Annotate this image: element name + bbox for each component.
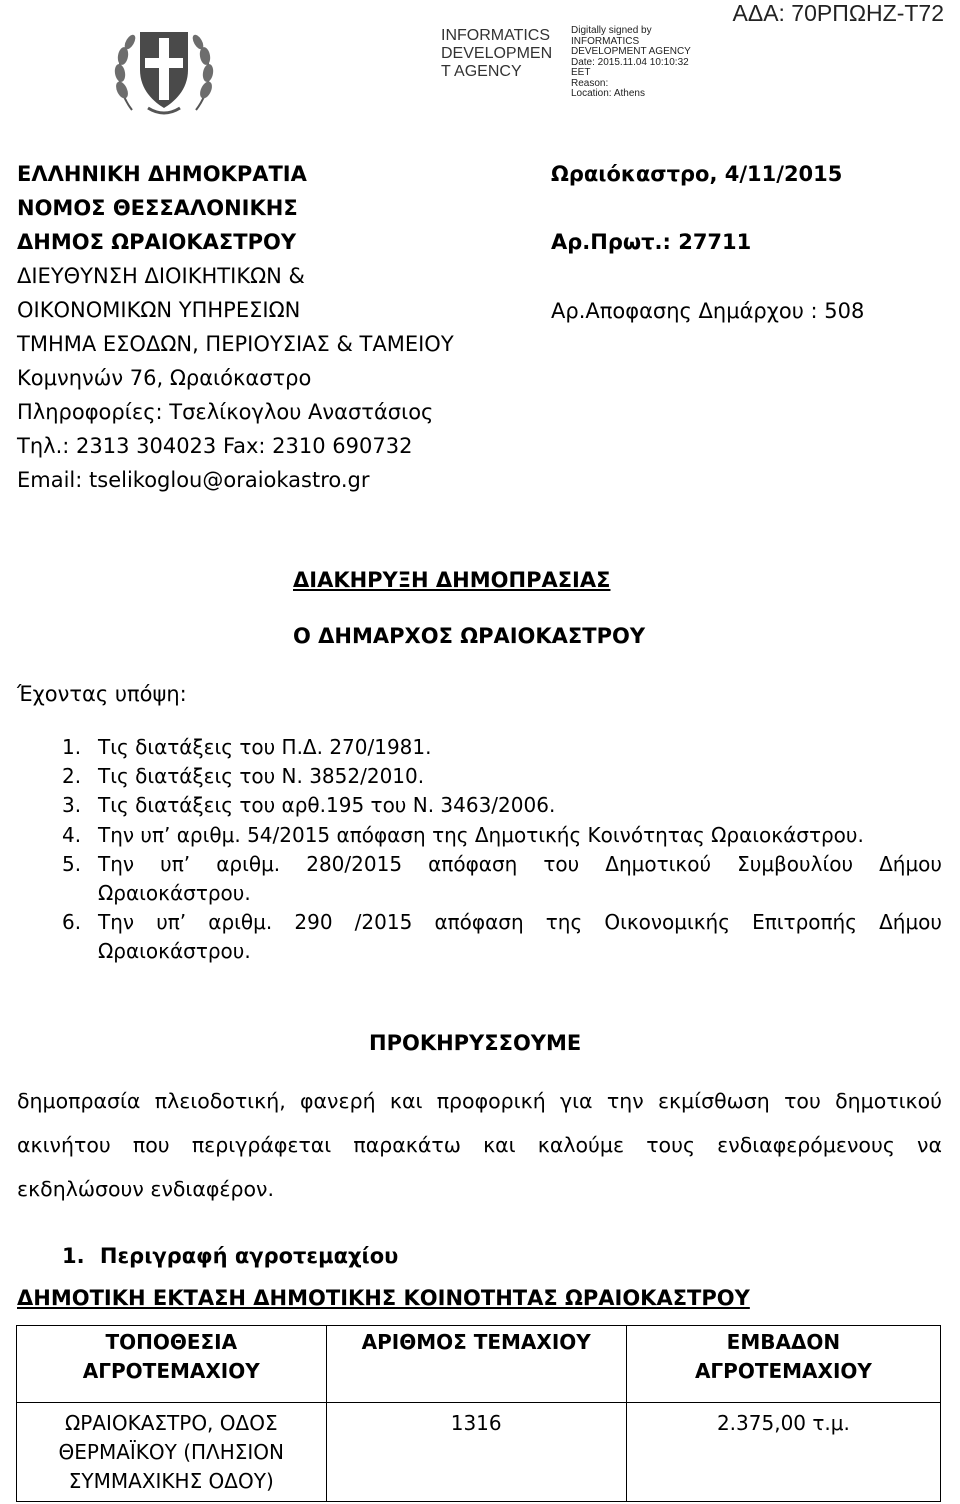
- section-heading: [62, 1239, 398, 1273]
- protocol-number: Αρ.Πρωτ.: 27711: [551, 230, 752, 254]
- signature-detail-line: EET: [571, 67, 591, 78]
- place-date: Ωραιόκαστρο, 4/11/2015: [551, 162, 843, 186]
- header-line-department: ΤΜΗΜΑ ΕΣΟΔΩΝ, ΠΕΡΙΟΥΣΙΑΣ & ΤΑΜΕΙΟΥ: [17, 332, 454, 356]
- header-line-republic: ΕΛΛΗΝΙΚΗ ΔΗΜΟΚΡΑΤΙΑ: [17, 162, 307, 186]
- announcement-paragraph: δημοπρασία πλειοδοτική, φανερή και προφορική για την εκμίσθωση του δημοτικού ακινήτου που περιγράφεται παρακάτω και καλούμε τους ενδιαφερόμενους να εκδηλώσουν ενδιαφέρον.: [17, 1089, 942, 1201]
- section-title: Περιγραφή αγροτεμαχίου: [99, 1244, 399, 1268]
- list-item-number: 4.: [62, 822, 82, 847]
- header-line-directorate: ΔΙΕΥΘΥΝΣΗ ΔΙΟΙΚΗΤΙΚΩΝ &: [17, 264, 305, 288]
- cell-area: 2.375,00 τ.μ.: [626, 1403, 940, 1502]
- header-line-address: Κομνηνών 76, Ωραιόκαστρο: [17, 366, 312, 390]
- table-title: ΔΗΜΟΤΙΚΗ ΕΚΤΑΣΗ ΔΗΜΟΤΙΚΗΣ ΚΟΙΝΟΤΗΤΑΣ ΩΡΑΙΟΚΑΣΤΡΟΥ: [17, 1286, 750, 1310]
- cell-parcel-number: 1316: [326, 1403, 626, 1502]
- header-line-municipality: ΔΗΜΟΣ ΩΡΑΙΟΚΑΣΤΡΟΥ: [17, 230, 297, 254]
- signature-detail-line: INFORMATICS: [571, 35, 640, 47]
- list-item-number: 1.: [62, 735, 82, 759]
- signature-signer: [441, 27, 552, 81]
- document-title: ΔΙΑΚΗΡΥΞΗ ΔΗΜΟΠΡΑΣΙΑΣ: [293, 568, 611, 592]
- list-item: [62, 791, 942, 820]
- list-item: [62, 850, 942, 879]
- list-item-text: Την υπ’ αριθμ. 54/2015 απόφαση της Δημοτικής Κοινότητας Ωραιοκάστρου.: [98, 822, 864, 847]
- list-item: [62, 733, 942, 762]
- header-line-email: Email: tselikoglou@oraiokastro.gr: [17, 468, 370, 492]
- ada-code: ΑΔΑ: 70ΡΠΩΗΖ-Τ72: [732, 0, 944, 26]
- header-area: ΕΜΒΑΔΟΝ ΑΓΡΟΤΕΜΑΧΙΟΥ: [626, 1326, 940, 1403]
- header-line-prefecture: ΝΟΜΟΣ ΘΕΣΣΑΛΟΝΙΚΗΣ: [17, 196, 298, 220]
- list-item: [62, 762, 942, 791]
- header-line-contact-person: Πληροφορίες: Τσελίκογλου Αναστάσιος: [17, 400, 434, 424]
- list-item-text: Την υπ’ αριθμ. 280/2015 απόφαση του Δημοτικού Συμβουλίου Δήμου: [98, 851, 942, 876]
- list-item-text: Τις διατάξεις του αρθ.195 του Ν. 3463/2006.: [98, 793, 556, 818]
- parcel-table: [16, 1325, 941, 1502]
- signature-detail-line: Reason:: [571, 77, 609, 89]
- header-line-phone-fax: Τηλ.: 2313 304023 Fax: 2310 690732: [17, 434, 413, 458]
- list-item-number: 5.: [62, 851, 82, 876]
- document-subtitle: Ο ΔΗΜΑΡΧΟΣ ΩΡΑΙΟΚΑΣΤΡΟΥ: [293, 624, 646, 648]
- proclaim-heading: ΠΡΟΚΗΡΥΣΣΟΥΜΕ: [369, 1031, 582, 1055]
- greek-coat-of-arms-emblem: [112, 18, 216, 122]
- list-item: [62, 908, 942, 937]
- list-item-text: Τις διατάξεις του Ν. 3852/2010.: [98, 764, 425, 789]
- header-line-services: ΟΙΚΟΝΟΜΙΚΩΝ ΥΠΗΡΕΣΙΩΝ: [17, 298, 301, 322]
- table-row: [17, 1403, 941, 1502]
- signature-detail-line: DEVELOPMENT AGENCY: [571, 46, 691, 57]
- signature-signer-line: T AGENCY: [441, 63, 522, 80]
- list-item-number: 3.: [62, 793, 82, 818]
- list-item: [62, 821, 942, 850]
- signature-detail-line: Date: 2015.11.04 10:10:32: [571, 56, 689, 68]
- list-item-continuation: [62, 879, 942, 908]
- decision-number: Αρ.Αποφασης Δημάρχου : 508: [551, 299, 865, 323]
- section-number: 1.: [62, 1244, 85, 1268]
- list-item-text: Την υπ’ αριθμ. 290 /2015 απόφαση της Οικονομικής Επιτροπής Δήμου: [98, 910, 942, 935]
- signature-signer-line: INFORMATICS: [441, 27, 551, 44]
- list-item-text: Τις διατάξεις του Π.Δ. 270/1981.: [98, 735, 432, 759]
- list-item-continuation: [62, 937, 942, 966]
- considerations-list: [62, 733, 942, 967]
- list-item-number: 6.: [62, 910, 82, 935]
- table-header-row: [17, 1326, 941, 1403]
- signature-detail-line: Location: Athens: [571, 88, 645, 99]
- list-item-text-continuation: Ωραιοκάστρου.: [98, 881, 251, 906]
- cell-location: ΩΡΑΙΟΚΑΣΤΡΟ, ΟΔΟΣ ΘΕΡΜΑΪΚΟΥ (ΠΛΗΣΙΟΝ ΣΥΜΜΑΧΙΚΗΣ ΟΔΟΥ): [17, 1403, 327, 1502]
- header-parcel-number: ΑΡΙΘΜΟΣ ΤΕΜΑΧΙΟΥ: [326, 1326, 626, 1403]
- signature-detail-line: Digitally signed by: [571, 25, 652, 36]
- signature-details: [571, 26, 691, 100]
- issuer-block: [17, 157, 454, 497]
- considering-label: Έχοντας υπόψη:: [17, 682, 187, 706]
- signature-signer-line: DEVELOPMEN: [441, 45, 553, 62]
- header-location: ΤΟΠΟΘΕΣΙΑ ΑΓΡΟΤΕΜΑΧΙΟΥ: [17, 1326, 327, 1403]
- list-item-text-continuation: Ωραιοκάστρου.: [98, 939, 251, 964]
- list-item-number: 2.: [62, 764, 82, 789]
